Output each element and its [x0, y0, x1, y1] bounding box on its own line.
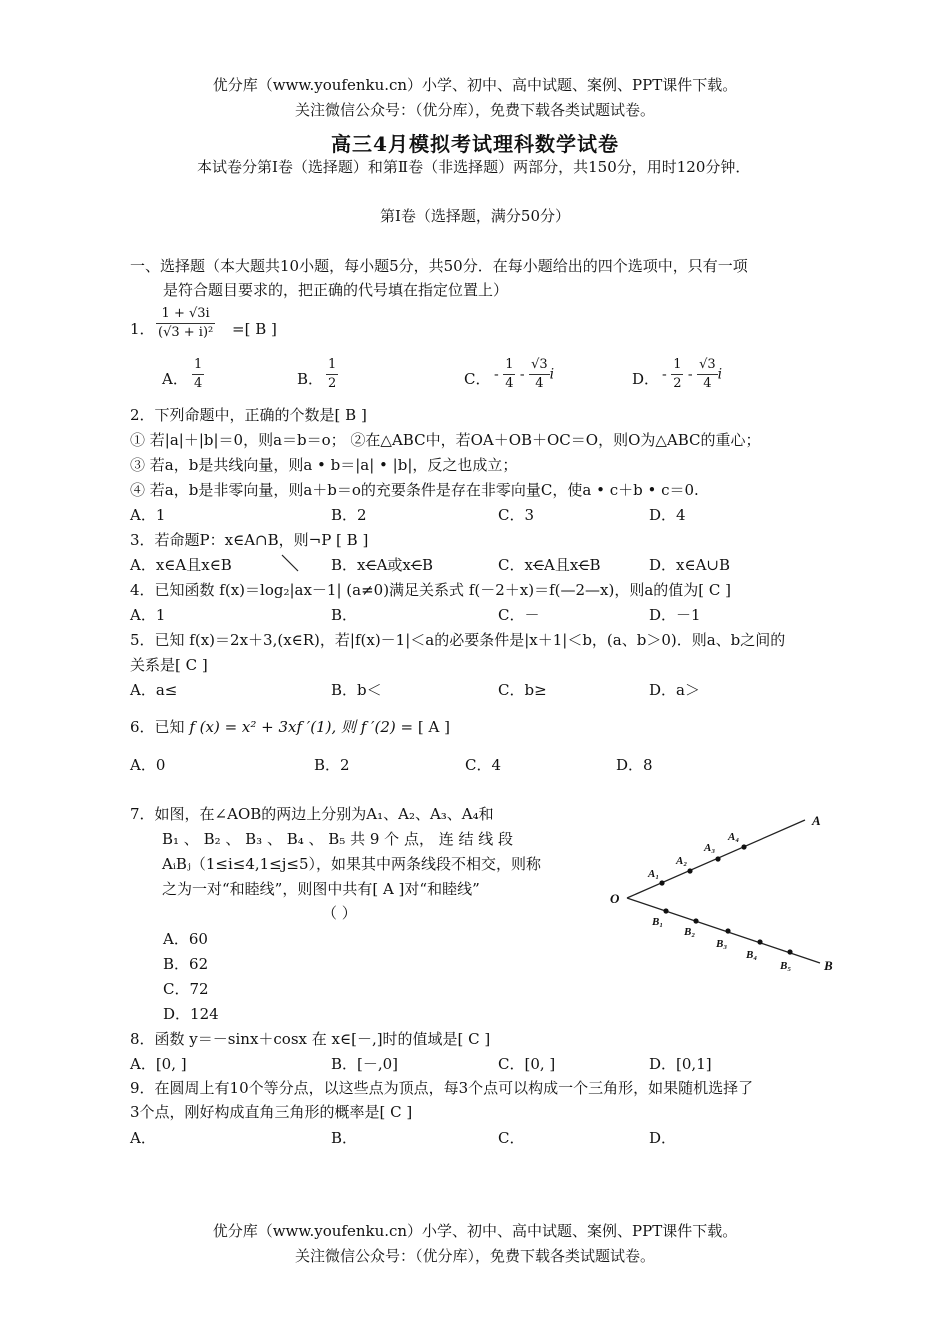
section-instructions-2: 是符合题目要求的，把正确的代号填在指定位置上） [163, 281, 509, 299]
q1-option-c [494, 356, 554, 393]
q7-option-c: C．72 [163, 980, 209, 998]
q9-option-d: D． [649, 1129, 677, 1147]
q8-option-a: A．[0, ] [130, 1055, 187, 1073]
q2-option-b: B．2 [331, 506, 367, 524]
q7-option-d: D．124 [163, 1005, 219, 1023]
intro-text: 本试卷分第Ⅰ卷（选择题）和第Ⅱ卷（非选择题）两部分，共150分，用时120分钟． [197, 158, 751, 176]
q1-d-den1: 2 [673, 376, 682, 391]
point-b2 [693, 918, 698, 923]
q3-option-c [498, 554, 600, 576]
q6-option-c: C．4 [465, 756, 502, 774]
header-line-2: 关注微信公众号：（优分库），免费下载各类试题试卷。 [294, 101, 655, 119]
q1-c-den1: 4 [505, 376, 514, 391]
q1-d-num1: 1 [671, 356, 683, 375]
label-b5: B₅ [780, 960, 792, 972]
q7-line-1: 7．如图，在∠AOB的两边上分别为A₁、A₂、A₃、A₄和 [130, 805, 494, 823]
q1-option-b [326, 356, 338, 393]
label-b2: B₂ [684, 926, 696, 938]
q1-d-mid: - [687, 366, 693, 383]
q9-line-2: 3个点，刚好构成直角三角形的概率是[ C ] [130, 1103, 413, 1121]
point-b3 [725, 928, 730, 933]
q8-option-b: B．[－,0] [331, 1055, 399, 1073]
footer-line-2: 关注微信公众号：（优分库），免费下载各类试题试卷。 [294, 1247, 655, 1265]
label-a2: A₂ [676, 855, 688, 867]
q3-b-notin-1: ∈ [365, 556, 377, 574]
q7-line-4: 之为一对“和睦线”，则图中共有[ A ]对“和睦线” [162, 880, 480, 898]
label-o: O [610, 891, 620, 906]
q1-answer: =[ B ] [232, 320, 277, 338]
point-a2 [687, 868, 692, 873]
q2-line-1: ① 若|a|＋|b|＝0，则a＝b＝o； ②在△ABC中，若OA＋OB＋OC＝O，则O为△ABC的重心； [130, 431, 761, 449]
q4-stem: 4．已知函数 f(x)＝log₂|ax－1| (a≠0)满足关系式 f(－2＋x)＝f(—2—x)，则a的值为[ C ] [130, 581, 731, 599]
q5-option-d: D．a＞ [649, 681, 700, 699]
header-line-1: 优分库（www.youfenku.cn）小学、初中、高中试题、案例、PPT课件下载。 [212, 76, 738, 94]
page-title: 高三4月模拟考试理科数学试卷 [331, 132, 619, 156]
q3-b-mid: A或x [376, 556, 411, 574]
q7-paren: （ ） [322, 904, 357, 922]
q3-c-post: B [589, 556, 601, 574]
q1-c-i: i [549, 366, 555, 383]
q7-line-3: AᵢBⱼ（1≤i≤4,1≤j≤5），如果其中两条线段不相交，则称 [162, 855, 542, 873]
q3-c-notin-2: ∈ [578, 556, 590, 574]
q4-option-c: C．－ [498, 606, 540, 624]
q1-option-d [662, 356, 722, 393]
label-b4: B₄ [746, 949, 758, 961]
q1-d-sign: - [662, 366, 667, 383]
q6-option-d: D．8 [616, 756, 653, 774]
footer-line-1: 优分库（www.youfenku.cn）小学、初中、高中试题、案例、PPT课件下载。 [212, 1222, 738, 1240]
q1-d-i: i [717, 366, 723, 383]
q3-c-mid: A且x [544, 556, 579, 574]
part1-title: 第Ⅰ卷（选择题，满分50分） [379, 207, 570, 225]
label-a: A [812, 813, 821, 828]
q1-a-num: 1 [192, 356, 204, 375]
point-a4 [741, 844, 746, 849]
q7-option-b: B．62 [163, 955, 209, 973]
q1-option-d-label: D． [632, 370, 660, 388]
q5-option-a: A．a≤ [130, 681, 178, 699]
label-b3: B₃ [716, 938, 728, 950]
label-a4: A₄ [728, 831, 740, 843]
q3-option-a: A．x∈A且x∈B [130, 556, 232, 574]
point-a3 [715, 856, 720, 861]
q1-frac-denominator: (√3 + i)² [158, 325, 214, 340]
q2-stem: 2．下列命题中，正确的个数是[ B ] [130, 406, 367, 424]
q1-d-num2: √3 [697, 356, 718, 375]
q9-line-1: 9．在圆周上有10个等分点，以这些点为顶点，每3个点可以构成一个三角形，如果随机选择了 [130, 1079, 754, 1097]
q6-stem [130, 716, 450, 738]
q6-pre: 6．已知 [130, 718, 185, 736]
q4-option-d: D．－1 [649, 606, 701, 624]
q3-option-b [331, 554, 433, 576]
q1-c-mid: - [519, 366, 525, 383]
q1-number: 1． [130, 320, 155, 338]
q1-option-b-label: B． [297, 370, 324, 388]
q4-option-a: A．1 [130, 606, 166, 624]
q2-option-a: A．1 [130, 506, 166, 524]
q3-c-pre: C．x [498, 556, 533, 574]
q1-frac-numerator: 1 + √3i [156, 305, 215, 324]
q6-answer: [ A ] [417, 718, 450, 736]
q1-d-den2: 4 [703, 376, 712, 391]
q1-a-den: 4 [194, 376, 203, 391]
q9-option-b: B． [331, 1129, 358, 1147]
section-instructions-1: 一、选择题（本大题共10小题，每小题5分，共50分．在每小题给出的四个选项中，只有一项 [130, 257, 748, 275]
q3-b-post: B [422, 556, 434, 574]
q2-line-2: ③ 若a，b是共线向量，则a • b＝|a| • |b|，反之也成立； [130, 456, 518, 474]
q7-option-a: A．60 [163, 930, 208, 948]
point-b4 [757, 939, 762, 944]
label-a1: A₁ [648, 868, 660, 880]
q5-option-b: B．b＜ [331, 681, 382, 699]
q6-option-b: B．2 [314, 756, 350, 774]
q3-b-notin-2: ∈ [410, 556, 422, 574]
q2-option-d: D．4 [649, 506, 686, 524]
angle-aob-figure [600, 805, 850, 985]
q9-option-c: C． [498, 1129, 525, 1147]
q2-option-c: C．3 [498, 506, 535, 524]
q1-c-sign: - [494, 366, 499, 383]
q7-line-2: B₁ 、 B₂ 、 B₃ 、 B₄ 、 B₅ 共 9 个 点， 连 结 线 段 [162, 830, 514, 848]
point-a1 [659, 880, 664, 885]
label-b: B [824, 958, 833, 973]
point-b5 [787, 949, 792, 954]
q1-c-num2: √3 [529, 356, 550, 375]
q5-option-c: C．b≥ [498, 681, 547, 699]
q1-option-a-label: A． [162, 370, 188, 388]
q1-c-den2: 4 [535, 376, 544, 391]
q3-c-notin-1: ∈ [532, 556, 545, 574]
q1-fraction [156, 305, 215, 342]
label-a3: A₃ [704, 842, 716, 854]
q6-formula: f (x) = x² + 3xf ′(1), 则 f ′(2) = [189, 718, 414, 736]
q3-b-pre: B．x [331, 556, 366, 574]
q6-option-a: A．0 [130, 756, 166, 774]
q3-option-d: D．x∈A∪B [649, 556, 731, 574]
q8-stem: 8．函数 y＝－sinx＋cosx 在 x∈[－,]时的值域是[ C ] [130, 1030, 491, 1048]
q4-option-b: B． [331, 606, 358, 624]
q5-line-1: 5．已知 f(x)＝2x＋3,(x∈R)，若|f(x)－1|＜a的必要条件是|x＋1|＜b，(a、b＞0)．则a、b之间的 [130, 631, 786, 649]
q2-line-3: ④ 若a，b是非零向量，则a＋b＝o的充要条件是存在非零向量C，使a • c＋b • c＝0. [130, 481, 699, 499]
q1-b-den: 2 [328, 376, 337, 391]
q1-option-c-label: C． [464, 370, 491, 388]
q5-line-2: 关系是[ C ] [130, 656, 208, 674]
q3-backslash-mark [280, 553, 300, 573]
q9-option-a: A． [130, 1129, 156, 1147]
q8-option-c: C．[0, ] [498, 1055, 556, 1073]
q1-b-num: 1 [326, 356, 338, 375]
q1-option-a [192, 356, 204, 393]
point-b1 [663, 908, 668, 913]
label-b1: B₁ [652, 916, 664, 928]
q1-c-num1: 1 [503, 356, 515, 375]
q3-stem: 3．若命题P：x∈A∩B，则¬P [ B ] [130, 531, 369, 549]
q8-option-d: D．[0,1] [649, 1055, 712, 1073]
